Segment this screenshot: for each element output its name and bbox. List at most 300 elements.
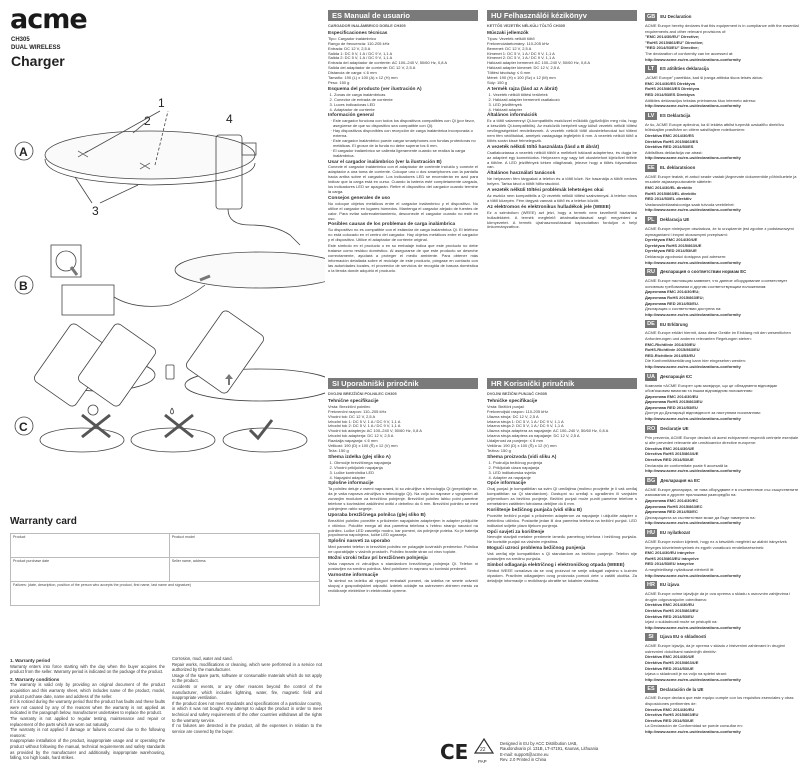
- declaration-note: Доступ до Декларації відповідності за наступним посиланням:: [645, 410, 761, 416]
- directive-line: Dyrektywa RED 2014/53/UE: [645, 248, 697, 254]
- checkmark-icon: [250, 420, 272, 438]
- acme-logo: acme: [10, 4, 87, 35]
- directive-line: Директива EMC 2014/30/EU: [645, 393, 699, 399]
- spec-line: Ulazna struja adaptera za napajanje: AC 100–240 V, 50/60 Hz, 0,8 A: [487, 428, 609, 434]
- warranty-text: The warranty is not applied to regular testing, maintenance and repair or replacement of the parts which are worn out naturally.: [10, 715, 165, 727]
- manual-hu: [487, 10, 637, 372]
- scheme-item: 3. Luces indicadoras LED: [334, 103, 478, 108]
- use-heading: A vezeték nélküli töltő használata (lásd a B ábrát): [487, 144, 600, 150]
- general-heading: Opće informacije: [487, 481, 526, 487]
- warranty-period-heading: 1. Warranty period: [10, 658, 51, 663]
- declaration-ua: [645, 373, 800, 422]
- scheme-heading: A termék rajza (lásd az A ábrát): [487, 86, 558, 92]
- section-header-hr: HR Korisnički priručnik: [487, 378, 637, 389]
- declaration-url-link[interactable]: http://www.acme.eu/en-us/declarations-conformity: [645, 363, 741, 369]
- general-text: Ovaj punjač je kompatibilan sa svim Qi uređajima (molimo provjerite je li vaš uređaj kompatibilan sa Qi standardom). Dostupni su uređaji s ugrađenim ili vanjskim prijemnikom za bežično punjenje. Bežični punjač može puniti pametne telefone s nemetalnim zaštitnim futrolama debljine do 6 mm.: [487, 486, 637, 507]
- label-a: A: [19, 145, 28, 159]
- callout-4: 4: [226, 112, 233, 126]
- spec-line: Velikost: 190 (D) x 100 (Š) x 12 (V) mm: [328, 443, 398, 449]
- spec-line: Salida 1: DC 5 V, 1 A / DC 9 V, 1,1 A: [328, 50, 393, 56]
- use-heading: Usar el cargador inalámbrico (ver la ilustración B): [328, 159, 442, 165]
- warranty-bullet: If the product does not meet standards and specifications of a particular country, in which it was not bought. Any attempt to adapt the product in order to meet technical and safety requirements of the other countries withdraws all the rights to the warranty service.: [172, 700, 322, 723]
- country-code-badge: HU: [645, 529, 657, 537]
- warranty-terms-right: [172, 656, 322, 734]
- declaration-heading: [645, 373, 800, 381]
- scheme-item: 2. Vhodni priključek napajanja: [334, 466, 478, 471]
- declaration-url-link[interactable]: http://www.acme.eu/en-us/declarations-conformity: [645, 103, 741, 109]
- spec-line: Teža: 150 g: [328, 447, 349, 453]
- footer-email[interactable]: E-mail: support@acme.eu: [500, 751, 549, 757]
- model-code: CH305: [11, 37, 30, 43]
- scheme-item: 2. Hálózati adapter bemeneti csatlakozó: [493, 98, 637, 103]
- scheme-item: 2. Priključak ulaza napajanja: [493, 466, 637, 471]
- declaration-url-link[interactable]: http://www.acme.eu/en-us/declarations-conformity: [645, 729, 741, 734]
- section-header-si: SI Uporabniški priročnik: [328, 378, 478, 389]
- field-product[interactable]: Product: [11, 534, 170, 558]
- declaration-title: Declarație UE: [660, 425, 689, 431]
- general-item: · Hay dispositivos disponibles con recepción de carga inalámbrica incorporada o externa.: [333, 129, 478, 139]
- declaration-title: Декларация о соответствии нормам ЕС: [660, 269, 747, 275]
- spec-line: Izhodni tok 2: DC 5 V, 1 A / DC 9 V, 1,1 A: [328, 423, 401, 429]
- warranty-bullet: Usage of the spare parts, software or consumable materials which do not apply to the product.: [172, 672, 322, 684]
- declaration-title: Declaración de la UE: [660, 686, 704, 692]
- manual-hr: [487, 378, 637, 728]
- product-model: [11, 36, 61, 52]
- general-heading: Általános információk: [487, 113, 538, 119]
- declaration-text: Компанія «ACME Europe» цим засвідчує, що це обладнання відповідає обов'язковим вимогам та іншим відповідним положенням:: [645, 382, 778, 394]
- declaration-heading: [645, 320, 800, 328]
- declaration-text: ACME Europe декларира, че това оборудване е в съответствие със съществените изисквания и другите приложими разпоредби на:: [645, 486, 799, 498]
- spec-heading: Especificaciones técnicas: [328, 30, 388, 36]
- declaration-hu: [645, 529, 800, 578]
- directive-line: Директива RoHS 2015/863/ЕС: [645, 503, 703, 509]
- scheme-heading: Shema izdelka (glej sliko A): [328, 454, 391, 460]
- prohibited-keys-icon: [82, 415, 110, 437]
- scheme-item: 4. Adapter za napajanje: [493, 476, 637, 481]
- declaration-text: ACME Europe erklärt hiermit, dass diese Geräte im Einklang mit den wesentlichen Anforderungen und anderen relevanten Regelungen stehen:: [645, 330, 791, 341]
- declaration-text: ACME Europe ovime izjavljuje da je ova oprema u skladu s osnovnim zahtjevima i drugim odgovarajućim odredbama:: [645, 591, 791, 602]
- directive-line: Direktiva EMC 2014/30/EU: [645, 602, 695, 608]
- warranty-terms-left: [10, 656, 165, 761]
- spec-line: Izlazna struja 1: DC 5 V, 1 A / DC 9 V, 1,1 A: [487, 418, 564, 424]
- scheme-item: 2. Conector de entrada de corriente: [334, 98, 478, 103]
- illustration-phones: [32, 309, 325, 408]
- spec-line: Méret: 190 (H) x 100 (Sz) x 12 (M) mm: [487, 75, 556, 81]
- weee-heading: Simbol odlaganja električnog i elektroničkog otpada (WEEE): [487, 563, 625, 568]
- product-subtitle: DUAL WIRELESS: [11, 45, 61, 51]
- directive-line: "RoHS 2015/863/EU" Directive;: [645, 39, 704, 45]
- declaration-es: [645, 685, 800, 734]
- declaration-note: Vastavusdeklaratsiooniga saab tutvuda veebilehel:: [645, 201, 735, 207]
- recycling-code: 22: [480, 747, 486, 753]
- spec-line: Súly: 150 g: [487, 79, 508, 85]
- declaration-title: EU nyilatkozat: [660, 530, 691, 536]
- problems-heading: Mogući uzroci problema bežičnog punjenja: [487, 546, 586, 552]
- field-product-model[interactable]: Product model: [169, 534, 319, 558]
- spec-heading: Műszaki jellemzők: [487, 30, 529, 36]
- warranty-text: If no failures are detected in the product, all the expenses in relation to the service are covered by the buyer.: [172, 723, 322, 734]
- spec-heading: Tehničke specifikacije: [487, 398, 538, 404]
- spec-line: Kimenet 2: DC 5 V, 1 A / DC 9 V, 1,1 A: [487, 55, 555, 61]
- directive-line: Direktiva EMC 2014/30/UE: [645, 654, 695, 660]
- tips-heading: Consejos generales de uso: [328, 195, 391, 201]
- directive-line: Direktīva RED 2014/53/ES: [645, 144, 694, 150]
- scheme-item: 4. Hálózati adapter: [493, 108, 637, 113]
- use-heading: Uporaba brezžičnega polnilca (glej sliko B): [328, 512, 426, 518]
- declaration-title: EU Declaration: [660, 14, 692, 20]
- use-heading: Korištenje bežičnog punjača (vidi sliku B): [487, 507, 582, 513]
- spec-line: Tamaño: 190 (L) x 100 (A) x 12 (H) mm: [328, 75, 398, 81]
- spec-line: Frekvencijski raspon: 110-205 kHz: [487, 408, 549, 414]
- scheme-item: 4. Napajalni adapter: [334, 476, 478, 481]
- use-text: Csatlakoztassa a vezeték nélküli töltőt a mellékelt hálózati adapterhez, és dugja be az adaptert egy konnektorba. Helyezzen egy vagy két okostelefont kijelzővel felfelé a töltőre. A LED jelzőfények kéken világítanak, jelezve hogy a töltés folyamatban van.: [487, 149, 637, 170]
- declaration-note: A megfelelőségi nyilatkozat elérhető itt:: [645, 566, 715, 572]
- general-item: · El cargador inalámbrico se calienta ligeramente cuando se realiza la carga inalámbrica.: [333, 149, 478, 159]
- declaration-note: Die Konformitätserklärung kann hier eingesehen werden:: [645, 358, 746, 364]
- spec-line: Veličina: 190 (D) x 100 (Š) x 12 (V) mm: [487, 443, 557, 449]
- footer-line: Rev. 2.0 Printed in China: [500, 757, 547, 763]
- directive-line: EMC 2014/30/ES Direktyva: [645, 80, 696, 86]
- country-code-badge: RO: [647, 425, 656, 432]
- warranty-text: The warranty is valid only by providing an original document of the product acquisition and this warranty sheet, which includes name of the product, model, product purchase date, name and address of the seller.: [10, 682, 165, 699]
- product-name: DVOJNI BEŽIČNI PUNJAČ CH305: [487, 392, 547, 396]
- weee-heading: Az elektromos és elektronikus hulladékok jele (WEEE): [487, 204, 611, 210]
- directive-line: Директива EMC 2014/30/ЕС: [645, 498, 699, 503]
- tips-text: Med pametni telefon in brezžični polnilec ne polagajte kovinskih predmetov. Polnilca ne uporabljajte v vlažnih prostorih. Polnilec hranite stran od virov toplote.: [328, 544, 478, 555]
- declaration-text: ACME Europe niniejszym oświadcza, że to urządzenie jest zgodne z podstawowymi wymaganiami i innymi stosownymi przepisami:: [645, 226, 794, 237]
- declaration-si: [645, 633, 800, 682]
- footer-line: Designed in EU by ACC Distribution UAB,: [500, 741, 578, 746]
- declaration-note: Декларацията за съответствие може да бъде намерена на:: [645, 514, 756, 520]
- general-text: Ez a töltő valamennyi Qi-kompatibilis eszközzel működik (győződjön meg róla, hogy a készülék Qi-kompatibilis). Az eszközök beépített vagy külső vezeték nélküli töltési vevőegységekkel rendelkeznek. A vezeték nélküli töltő okostelefonokat tud tölteni nem fém védőtokkal, amelyek vastagsága legfeljebb 6 mm. A vezeték nélküli töltő a töltés során kissé felmelegszik.: [487, 118, 637, 143]
- scheme-item: 3. Lučke kontrolnika LED: [334, 471, 478, 476]
- directive-line: "EMC 2014/30/EU" Directive;: [645, 34, 700, 40]
- directive-line: Directiva RoHS 2015/863/EU: [645, 712, 699, 718]
- callout-3: 3: [92, 204, 99, 218]
- declaration-heading: [645, 13, 800, 21]
- country-code-badge: SI: [645, 633, 657, 641]
- problems-heading: Možni vzroki težav pri brezžičnem polnjenju: [328, 556, 428, 562]
- scheme-item: 4. Adaptador de corriente: [334, 108, 478, 113]
- problems-text: Su dispositivo no es compatible con el estándar de carga inalámbrica Qi. El teléfono no está colocado en el centro del cargador. Hay objetos metálicos entre el cargador y el dispositivo. Utilice el adaptador de corriente original.: [328, 227, 478, 243]
- warranty-card-title: Warranty card: [10, 516, 77, 527]
- declaration-url-link[interactable]: http://www.acme.eu/en-us/declarations-conformity: [645, 572, 741, 578]
- declaration-note: Deklaracja zgodności dostępna pod adresem:: [645, 254, 727, 259]
- declaration-note: La Declaración de Conformidad se puede consultar en:: [645, 723, 743, 729]
- spec-line: Entrada del adaptador de corriente: AC 100–240 V, 50/60 Hz, 0,8 A: [328, 60, 448, 66]
- callout-1: 1: [158, 96, 165, 110]
- general-heading: Información general: [328, 113, 374, 119]
- recycling-label: PAP: [478, 759, 487, 764]
- general-item: · Este cargador funciona con todos los dispositivos compatibles con Qi (por favor, asegúrese de que su dispositivo sea compatible con Qi).: [333, 119, 478, 129]
- prohibited-water-icon: [165, 415, 193, 437]
- scheme-item: 1. Područja bežičnog punjenja: [493, 461, 637, 466]
- tips-heading: Opći savjeti za korištenje: [487, 529, 545, 535]
- general-text: Ta polnilec deluje z vsemi napravami, ki so združljive s tehnologijo Qi (prepričajte se, da je vaša naprava združljiva s tehnologijo Qi). Na voljo so naprave z vgrajenim ali zunanjim modulom za brezžično polnjenje. Brezžični polnilec lahko polni pametne telefone s kovinskimi zaščitnimi ovitki z debelino do 6 mm. Brezžični polnilec se med polnjenjem rahlo segreje.: [328, 486, 478, 511]
- spec-line: Izlazna struja 2: DC 5 V, 1 A / DC 9 V, 1,1 A: [487, 423, 564, 429]
- directive-line: Directiva EMC 2014/30/UE: [645, 445, 695, 451]
- product-illustrations: [0, 85, 325, 510]
- spec-line: Ulazna struja: DC 12 V, 2,5 A: [487, 413, 539, 419]
- declaration-heading: [645, 268, 800, 276]
- warranty-period-text: Warranty enters into force starting with the day when the buyer acquires the product from the seller. Warranty period is indicated on the package of the product.: [10, 663, 165, 675]
- spec-line: Rango de frecuencia: 110-205 kHz: [328, 40, 390, 46]
- declaration-ro: [645, 425, 800, 474]
- problems-heading: A vezeték nélküli töltési problémák lehetséges okai: [487, 188, 604, 194]
- weee-text: Ta simbol na izdelku ali njegovi embalaži pomeni, da izdelka ne smete odvreči skupaj z gospodinjskimi odpadki. Izdelek oddajte na ustreznem zbirnem mestu za recikliranje električne in elektronske opreme.: [328, 577, 478, 593]
- spec-line: Distancia de carga: ≤ 6 mm: [328, 70, 377, 76]
- declaration-url-link[interactable]: http://www.acme.eu/en-us/declarations-conformity: [645, 624, 741, 630]
- country-code-badge: GB: [647, 14, 656, 20]
- declaration-note: Izjavi o sukladnosti može se pristupiti na:: [645, 619, 718, 625]
- spec-heading: Tehnične specifikacije: [328, 398, 379, 404]
- declaration-note: Declarația de conformitate poate fi accesată la:: [645, 462, 729, 468]
- directive-line: Directiva RoHS 2015/863/UE: [645, 451, 699, 457]
- recycling-icon: [474, 738, 494, 766]
- declaration-heading: [645, 685, 800, 693]
- spec-line: Izhodni tok adapterja: DC 12 V, 2,5 A: [328, 433, 394, 439]
- manual-es: [328, 10, 478, 372]
- declaration-url-link[interactable]: http://www.acme.eu/en-us/declarations-conformity: [645, 468, 741, 474]
- weee-heading: Varnostne informacije: [328, 572, 379, 578]
- spec-line: Tipo: Cargador inalámbrico: [328, 35, 377, 41]
- directive-line: Directiva EMC 2014/30/EU: [645, 706, 695, 712]
- directive-line: RED-Richtlinie 2014/53/EU: [645, 352, 696, 358]
- directive-line: EMC-Richtlinie 2014/30/EU: [645, 341, 696, 347]
- declaration-heading: [645, 425, 800, 433]
- declaration-text: ACME Europe настоящим заявляет, что данное оборудование соответствует основным требованиям и другим соответствующим положениям:: [645, 278, 788, 289]
- spec-line: Bemenet: DC 12 V, 2,5 A: [487, 45, 532, 51]
- declaration-de: [645, 320, 800, 369]
- declaration-text: „ACME Europe" pareiškia, kad ši įranga atitinka šiuos teisės aktus:: [645, 75, 763, 81]
- warranty-bullet: Inappropriate installation of the product, inappropriate usage and or operating the product without following the manual, technical requirements and safety standards as provided by the manufacturer and additionally, inappropriate warehousing, falling, too high loads, hard strikes.: [10, 738, 165, 761]
- product-name: CARGADOR INALÁMBRICO DOBLE CH305: [328, 24, 406, 28]
- weee-text: Este símbolo en el producto o en su embalaje indica que este producto no debe tratarse como residuo doméstico. Al asegurarse de que este producto se deseche correctamente, ayudará a proteger el medio ambiente. Para obtener más información detallada sobre el reciclaje de este producto, póngase en contacto con las autoridades locales, el proveedor de servicios de recogida de basura doméstica o la tienda donde adquirió el producto.: [328, 243, 478, 273]
- warranty-bullet: Corrosion, mud, water and sand.: [172, 656, 233, 661]
- country-code-badge: LT: [645, 65, 657, 73]
- declaration-url-link[interactable]: http://www.acme.eu/en-us/declarations-conformity: [645, 416, 741, 422]
- declaration-title: ES Deklarācija: [660, 112, 691, 118]
- directive-line: Директива RED 2014/53/EU: [645, 404, 698, 410]
- spec-line: Töltési távolság: ≤ 6 mm: [487, 70, 531, 76]
- scheme-item: 3. LED indikatorska svjetla: [493, 471, 637, 476]
- ce-mark: CE: [440, 740, 469, 764]
- declaration-title: Deklaracja UE: [660, 217, 690, 223]
- spec-line: Salida del adaptador de corriente: DC 12 V, 2,5 A: [328, 65, 416, 71]
- spec-line: Vhodni tok adapterja: AC 100–240 V, 50/60 Hz, 0,8 A: [328, 428, 422, 434]
- declaration-url-link[interactable]: http://www.acme.eu/en-us/declarations-conformity: [645, 311, 741, 317]
- footer-info: [500, 741, 598, 763]
- scheme-item: 3. LED jelzőfények: [493, 103, 637, 108]
- country-code-badge: HR: [645, 581, 657, 589]
- declaration-note: Декларация о соответствии доступна на:: [645, 306, 722, 312]
- declaration-note: Izjava o skladnosti je na voljo na spletni strani:: [645, 671, 728, 677]
- directive-line: RoHS 2015/863/EL direktiiv: [645, 190, 697, 196]
- declaration-title: Декларация на ЕС: [660, 478, 701, 484]
- spec-line: Frekvenciatartomány: 110-205 kHz: [487, 40, 549, 46]
- warranty-bullet: Accidents or events, or any other reasons beyond the control of the manufacturer, which includes lightning, water, fire, magnetic field and inappropriate ventilation.: [172, 683, 322, 701]
- declaration-title: EL deklaratsioon: [660, 165, 696, 171]
- declaration-title: ES atitikties deklaracija: [660, 66, 709, 72]
- directive-line: "RED 2014/53/EU" Directive;: [645, 45, 699, 51]
- directive-line: EMC 2014/30/EU irányelve: [645, 550, 695, 556]
- section-header-es: ES Manual de usuario: [328, 10, 478, 21]
- declaration-text: ACME Europe declara que este equipo cumple con los requisitos esenciales y otras disposiciones pertinentes de:: [645, 695, 794, 707]
- country-code-badge: DE: [645, 320, 657, 328]
- declaration-url-link[interactable]: http://www.acme.eu/en-us/declarations-conformity: [645, 56, 741, 62]
- country-code-badge: PL: [645, 216, 657, 224]
- declaration-title: EU izjava: [660, 582, 680, 588]
- declaration-hr: [645, 581, 800, 630]
- problems-text: Az eszköz nem kompatibilis a Qi vezeték nélküli töltési szabvánnyal. A telefon nincs a töltő közepén. Fém tárgyak vannak a töltő és a telefon között.: [487, 193, 637, 203]
- declaration-url-link[interactable]: http://www.acme.eu/en-us/declarations-conformity: [645, 155, 741, 161]
- spec-line: Vrsta: Bežični punjač: [487, 403, 525, 409]
- spec-line: Izhodni tok 1: DC 5 V, 1 A / DC 9 V, 1,1 A: [328, 418, 401, 424]
- section-header-hu: HU Felhasználói kézikönyv: [487, 10, 637, 21]
- declaration-gb: [645, 13, 800, 62]
- declaration-heading: [645, 633, 800, 641]
- spec-line: Izlazna struja adaptera za napajanje: DC 12 V, 2,5 A: [487, 433, 580, 439]
- directive-line: RED 2014/53/ES Direktyva: [645, 91, 695, 97]
- spec-line: Vrsta: Brezžični polnilec: [328, 403, 371, 409]
- field-purchase-date[interactable]: Product purchase date: [11, 558, 170, 582]
- declaration-url-link[interactable]: http://www.acme.eu/en-us/declarations-conformity: [645, 676, 741, 682]
- directive-line: Direktiva RED 2014/53/EU: [645, 613, 694, 619]
- spec-line: Hálózati adapter kimenet: DC 12 V, 2,5 A: [487, 65, 560, 71]
- directive-line: EMC 2014/30/EL direktiiv: [645, 185, 693, 191]
- declaration-title: Izjava EU o skladnosti: [660, 634, 707, 640]
- warranty-card-table: [10, 533, 320, 606]
- tips-text: No coloque objetos metálicos entre el cargador inalámbrico y el dispositivo. No utilice el cargador en lugares húmedos. Mantenga el cargador alejado de fuentes de calor. Para evitar sobrecalentamiento, desconecte el cargador cuando no esté en uso.: [328, 200, 478, 221]
- directive-line: Direktīva EMC 2014/30/ES: [645, 132, 694, 138]
- warranty-text: If it is noticed during the warranty period that the product has faults and these faults were not caused by any of the reasons when the warranty is not applied as indicated in the paragraph below, manufacturer undertakes to replace the product.: [10, 699, 165, 716]
- declaration-ee: [645, 164, 800, 213]
- spec-line: Udaljenost za punjenje: ≤ 6 mm: [487, 438, 544, 444]
- declaration-heading: [645, 164, 800, 172]
- declaration-text: ACME Europe izjavlja, da je oprema v skladu z bistvenimi zahtevami in drugimi ustreznimi določbami naslednjih direktiv:: [645, 643, 785, 654]
- warranty-conditions-heading: 2. Warranty conditions: [10, 676, 60, 682]
- illustration-a: [15, 96, 300, 245]
- declaration-title: EU Erklärung: [660, 321, 688, 327]
- tips-text: Nemojte stavljati metalne predmete između pametnog telefona i bežičnog punjača. Ne koristite punjač na vlažnim mjestima.: [487, 534, 637, 545]
- country-code-badge: BG: [647, 477, 656, 484]
- directive-line: RoHS 2015/863/EU irányelve: [645, 555, 699, 561]
- spec-line: Hálózati adapter bemenet: AC 100–240 V, 50/60 Hz, 0,8 A: [487, 60, 591, 66]
- declaration-ru: [645, 268, 800, 317]
- illustration-c: [15, 405, 307, 452]
- product-title: Charger: [11, 53, 65, 69]
- eu-declarations: [645, 10, 800, 735]
- country-code-badge: ES: [645, 685, 657, 693]
- country-code-badge: UA: [645, 373, 657, 381]
- declaration-url-link[interactable]: http://www.acme.eu/en-us/declarations-conformity: [645, 259, 741, 265]
- country-code-badge: LV: [645, 112, 657, 120]
- weee-text: Ez a szimbólum (WEEE) azt jelzi, hogy a termék nem kezelhető háztartási hulladékként. A termék megfelelő ártalmatlanításával segít megvédeni a környezetet. A termék újrahasznosításával kapcsolatban forduljon a helyi önkormányzathoz.: [487, 209, 637, 230]
- scheme-heading: Shema proizvoda (vidi sliku A): [487, 454, 557, 460]
- label-b: B: [19, 279, 28, 293]
- declaration-heading: [645, 529, 800, 537]
- declaration-lt: [645, 65, 800, 109]
- problems-text: Vaš uređaj nije kompatibilan s Qi standardom za bežično punjenje. Telefon nije postavljen na sredinu punjača.: [487, 551, 637, 562]
- callout-2: 2: [144, 114, 151, 128]
- manual-si: [328, 378, 478, 775]
- illustration-b: [15, 245, 325, 315]
- field-seller[interactable]: Seller name, address: [169, 558, 319, 582]
- directive-line: Direktiva RED 2014/53/UE: [645, 665, 694, 671]
- country-code-badge: EE: [645, 164, 657, 172]
- spec-line: Težina: 150 g: [487, 447, 511, 453]
- spec-line: Salida 2: DC 5 V, 1 A / DC 9 V, 1,1 A: [328, 55, 393, 61]
- declaration-heading: [645, 477, 800, 485]
- scheme-heading: Esquema del producto (ver ilustración A): [328, 86, 422, 92]
- spec-line: Vhodni tok: DC 12 V, 2,5 A: [328, 413, 376, 419]
- declaration-text: ACME Europe hereby declares that this equipement is in compliance with the essential requirements and other relevant provisions of:: [645, 23, 799, 34]
- directive-line: RoHS 2015/863/ES Direktyva: [645, 86, 700, 92]
- directive-line: RoHS-Richtlinie 2015/863/EU: [645, 347, 700, 353]
- spec-line: Entrada: DC 12 V, 2,5 A: [328, 45, 371, 51]
- warranty-text: The warranty is not applied if damage or failures occurred due to the following reasons:: [10, 727, 165, 738]
- declaration-bg: [645, 477, 800, 526]
- directive-line: RED 2014/53/EL direktiiv: [645, 196, 692, 202]
- scheme-item: 1. Zonas de carga inalámbricas: [334, 93, 478, 98]
- directive-line: Директива RoHS 2015/863/EU: [645, 399, 703, 405]
- directive-line: Директива EMC 2014/30/EU;: [645, 289, 700, 295]
- product-name: DVOJNI BREZŽIČNI POLNILEC CH305: [328, 392, 397, 396]
- declaration-pl: [645, 216, 800, 265]
- country-code-badge: RU: [645, 268, 657, 276]
- field-failures[interactable]: Failures: (date, description, position of the person who accepts the product, first name, last name and signature): [11, 582, 320, 606]
- declaration-text: ACME Europe ezúton kijelenti, hogy ez a készülék megfelel az alábbi irányelvek lényeges követelményeinek és egyéb vonatkozó rendelkezéseinek:: [645, 538, 787, 550]
- declaration-note: The declaration of conformity can be accessed at:: [645, 50, 734, 56]
- directive-line: Директива RED 2014/53/EU.: [645, 300, 699, 306]
- directive-line: RED 2014/53/EU irányelve: [645, 561, 695, 567]
- directive-line: Directiva RED 2014/53/UE: [645, 457, 694, 463]
- declaration-note: Atbilstības deklarācija var atrast:: [645, 149, 703, 155]
- weee-text: Simbol WEEE označava da se ovaj proizvod ne smije odlagati zajedno s kućnim otpadom. Pravilnim odlaganjem ovog proizvoda pomoći ćete u zaštiti okoliša. Za detaljnije informacije o recikliranju obratite se lokalnim vlastima.: [487, 567, 637, 583]
- scheme-item: 1. Območje brezžičnega napajanja: [334, 461, 478, 466]
- use-text: Conecte el cargador inalámbrico con el adaptador de corriente incluido y conecte el adaptador a una toma de corriente. Coloque uno o dos smartphones con la pantalla hacia arriba sobre el cargador. Los indicadores LED se encenderán en azul para indicar que la carga está en curso. Cuando la batería esté completamente cargada, los indicadores LED se apagarán. Retire el dispositivo del cargador cuando termine la carga.: [328, 164, 478, 194]
- spec-line: Razdalja napajanja: ≤ 6 mm: [328, 438, 378, 444]
- directive-line: Directiva RED 2014/53/UE: [645, 717, 694, 723]
- declaration-note: Atitikties deklaracijos tekstas prieinamas šiuo interneto adresu:: [645, 97, 757, 103]
- directive-line: Dyrektywa RoHS 2015/863/UE: [645, 242, 702, 248]
- spec-line: Frekvenčni razpon: 110–205 kHz: [328, 408, 387, 414]
- directive-line: Директива RED 2014/53/ЕС: [645, 509, 698, 515]
- directive-line: Dyrektywa EMC 2014/30/UE: [645, 237, 698, 243]
- general-item: · Este cargador inalámbrico puede cargar smartphones con fundas protectoras no metálicas. El grosor de la funda no debe superar los 6 mm.: [333, 139, 478, 149]
- declaration-url-link[interactable]: http://www.acme.eu/en-us/declarations-conformity: [645, 520, 741, 526]
- spec-line: Peso: 150 g: [328, 79, 350, 85]
- declaration-heading: [645, 65, 800, 73]
- directive-line: Direktiva RoHS 2015/863/EU: [645, 607, 699, 613]
- problems-text: Vaša naprava ni združljiva s standardom brezžičnega polnjenja Qi. Telefon ni postavljen na sredino polnilca. Med polnilcem in napravo so kovinski predmeti.: [328, 561, 478, 571]
- spec-line: Kimenet 1: DC 5 V, 1 A / DC 9 V, 1,1 A: [487, 50, 555, 56]
- tips-text: Ne helyezzen fém tárgyakat a telefon és a töltő közé. Ne használja a töltőt nedves helyen. Tartsa távol a töltőt hőforrásoktól.: [487, 176, 637, 187]
- declaration-heading: [645, 581, 800, 589]
- use-text: Brezžični polnilec povežite s priloženim napajalnim adapterjem in adapter priključite v vtičnico. Položite enega ali dva pametna telefona s hrbtno stranjo navzdol na polnilec. Lučke LED zasvetijo modro, kar pomeni, da polnjenje poteka. Ko je baterija popolnoma napolnjena, lučke LED ugasnejo.: [328, 517, 478, 538]
- declaration-url-link[interactable]: http://www.acme.eu/en-us/declarations-conformity: [645, 207, 741, 213]
- directive-line: Direktīva RoHS 2015/863/ES: [645, 138, 699, 144]
- label-c: C: [19, 420, 28, 434]
- tips-heading: Általános használati tanácsok: [487, 171, 556, 177]
- declaration-heading: [645, 112, 800, 120]
- spec-line: Típus: Vezeték nélküli töltő: [487, 35, 535, 41]
- declaration-lv: [645, 112, 800, 161]
- scheme-item: 1. Vezeték nélküli töltési területek: [493, 93, 637, 98]
- declaration-heading: [645, 216, 800, 224]
- footer-line: Raudondvario pl. 131B, LT-47191, Kaunas, Lithuania: [500, 746, 599, 752]
- directive-line: Директива RoHS 2015/863/EU;: [645, 294, 704, 300]
